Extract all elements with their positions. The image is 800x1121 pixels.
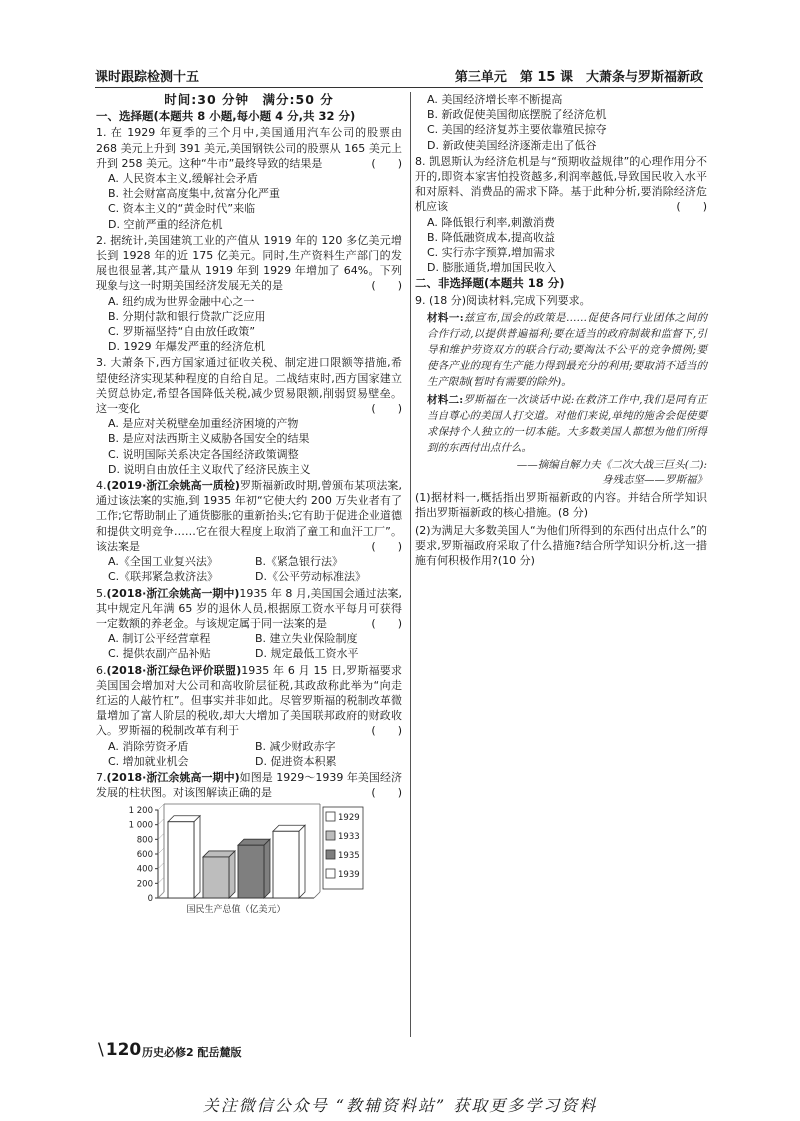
q7-source: (2018·浙江余姚高一期中) [106, 770, 240, 784]
q4-option-d: D.《公平劳动标准法》 [255, 570, 366, 584]
q6-answer-paren: ( ) [371, 724, 402, 738]
q1-option-c: C. 资本主义的“黄金时代”来临 [108, 202, 256, 216]
gnp-bar-chart-svg [96, 802, 402, 914]
q4-options-row-1 [96, 554, 402, 569]
y-grid-diag [158, 834, 164, 840]
section-2-heading: 二、非选择题(本题共 18 分) [415, 276, 565, 291]
q8-option-a: A. 降低银行利率,刺激消费 [427, 215, 555, 229]
y-tick-label: 1 000 [128, 821, 153, 832]
header-left-title: 课时跟踪检测十五 [95, 70, 200, 85]
left-column [96, 92, 402, 919]
q7-option-a: A. 美国经济增长率不断提高 [427, 93, 563, 106]
question-1 [96, 125, 402, 231]
q6-number: 6. [96, 663, 107, 677]
q3-answer-paren: ( ) [371, 402, 402, 416]
q4-stem: 罗斯福新政时期,曾颁布某项法案,通过该法案的实施,到 1935 年初“它使大约 200 万失业者有了工作;它帮助制止了通货膨胀的重新抬头;它有助于促进企业道德和提供文明竞争……它在很大程度上取消了童工和血汗工厂”。该法案是 [96, 479, 402, 553]
question-2 [96, 233, 402, 355]
q7-number: 7. [96, 770, 107, 784]
q6-option-b: B. 减少财政赤字 [255, 739, 336, 753]
q9-citation-line-1: ——摘编自解力夫《二次大战三巨头(二): [516, 458, 707, 471]
question-4 [96, 478, 402, 584]
q7-answer-paren: ( ) [371, 786, 402, 800]
q1-option-a: A. 人民资本主义,缓解社会矛盾 [108, 172, 258, 186]
q6-options-row-1 [96, 739, 402, 754]
q9-material-2-text: 罗斯福在一次谈话中说:在救济工作中,我们是同有正当自尊心的美国人打交道。对他们来说,单纯的施舍会促使要求保持个人独立的一切本能。大多数美国人都想为他们所得到的东西付出点什么。 [427, 393, 707, 454]
x-axis-label: 国民生产总值（亿美元） [186, 905, 286, 915]
q5-number: 5. [96, 586, 107, 600]
question-9 [415, 293, 707, 569]
q6-option-d: D. 促进资本积累 [255, 754, 337, 768]
floor-diag-right [314, 892, 320, 898]
q6-source: (2018·浙江绿色评价联盟) [106, 663, 242, 677]
q4-option-a: A.《全国工业复兴法》 [108, 555, 218, 569]
q5-option-a: A. 制订公平经营章程 [108, 632, 211, 646]
question-7 [96, 770, 402, 800]
y-tick-label: 800 [136, 835, 153, 846]
q2-answer-paren: ( ) [371, 279, 402, 293]
q4-answer-paren: ( ) [371, 539, 402, 553]
q9-material-2 [427, 392, 707, 456]
q9-material-1 [427, 310, 707, 390]
q5-options-row-1 [96, 631, 402, 646]
page-number: \ 120 [98, 1040, 141, 1060]
section-1-heading: 一、选择题(本题共 8 小题,每小题 4 分,共 32 分) [96, 109, 356, 124]
q4-option-b: B.《紧急银行法》 [255, 555, 344, 569]
question-3 [96, 355, 402, 477]
y-grid-diag [158, 848, 164, 854]
q6-options-row-2 [96, 754, 402, 769]
q8-stem: 8. 凯恩斯认为经济危机是与“预期收益规律”的心理作用分不开的,即资本家害怕投资越多,利润率越低,导致国民收入水平和对原料、消费品的需求下降。基于此种分析,要消除经济危机应该 [415, 154, 707, 214]
y-tick-label: 600 [136, 850, 153, 861]
gnp-bar-chart [96, 802, 402, 918]
q2-option-b: B. 分期付款和银行贷款广泛应用 [108, 309, 266, 323]
header-rule [95, 87, 703, 88]
q3-option-b: B. 是应对法西斯主义威胁各国安全的结果 [108, 432, 310, 446]
q7-option-b: B. 新政促使美国彻底摆脱了经济危机 [427, 108, 607, 122]
y-grid-diag [158, 892, 164, 898]
q8-option-d: D. 膨胀通货,增加国民收入 [427, 261, 556, 275]
q6-option-a: A. 消除劳资矛盾 [108, 739, 189, 753]
q3-option-c: C. 说明国际关系决定各国经济政策调整 [108, 447, 299, 461]
header-right-title: 第三单元 第 15 课 大萧条与罗斯福新政 [454, 70, 703, 85]
q3-option-a: A. 是应对关税壁垒加重经济困境的产物 [108, 417, 299, 431]
time-score-bar: 时间:30 分钟 满分:50 分 [164, 92, 334, 107]
column-divider [410, 92, 411, 1037]
y-tick-label: 200 [136, 879, 153, 890]
q8-answer-paren: ( ) [676, 200, 707, 214]
bar-1929 [168, 822, 194, 898]
bar-1933 [203, 857, 229, 898]
q3-option-d: D. 说明自由放任主义取代了经济民族主义 [108, 462, 311, 476]
y-grid-diag [158, 878, 164, 884]
question-6 [96, 663, 402, 769]
q5-option-c: C. 提供农副产品补贴 [108, 647, 211, 661]
q4-source: (2019·浙江余姚高一质检) [106, 479, 240, 493]
q1-answer-paren: ( ) [371, 156, 402, 170]
legend-label-1929: 1929 [338, 813, 360, 824]
legend-label-1935: 1935 [338, 851, 360, 862]
y-tick-label: 0 [147, 894, 153, 905]
question-8 [415, 154, 707, 276]
bar-side-1935 [264, 840, 270, 899]
q9-material-1-label: 材料一: [427, 311, 464, 324]
q5-options-row-2 [96, 646, 402, 661]
q6-stem: 1935 年 6 月 15 日,罗斯福要求美国国会增加对大公司和高收阶层征税,其政敌称此举为“向走红运的人敲竹杠”。但事实并非如此。尽管罗斯福的税制改革微量增加了富人阶层的税收,却大大增加了美国联邦政府的财政收入。罗斯福的税制改革有利于 [96, 663, 402, 738]
q5-source: (2018·浙江余姚高一期中) [106, 586, 240, 600]
q1-stem: 1. 在 1929 年夏季的三个月中,美国通用汽车公司的股票由 268 美元上升到 391 美元,美国钢铁公司的股票从 165 美元上升到 258 美元。这种“牛市”最终导致的结果是 [96, 126, 402, 170]
legend-swatch-1939 [326, 869, 335, 878]
q2-stem: 2. 据统计,美国建筑工业的产值从 1919 年的 120 多亿美元增长到 1928 年的近 175 亿美元。同时,生产资料生产部门的发展也很显著,其产量从 1919 年到 1929 年增加了 64%。下列现象与这一时期美国经济发展无关的是 [96, 233, 402, 293]
q9-material-1-text: 兹宣布,国会的政策是……促使各同行业团体之间的合作行动,以提供普遍福利;要在适当的政府制裁和监督下,引导和维护劳资双方的联合行动;要淘汰不公平的竞争惯例;要使各产业的现有生产能力得到最充分的利用;要取消不适当的生产限制(暂时有需要的除外)。 [427, 311, 707, 388]
q9-subquestion-2: (2)为满足大多数美国人“为他们所得到的东西付出点什么”的要求,罗斯福政府采取了什么措施?结合所学知识分析,这一措施有何积极作用?(10 分) [415, 523, 707, 568]
q5-option-d: D. 规定最低工资水平 [255, 647, 359, 661]
q9-citation-line-2: 身残志坚——罗斯福》 [602, 474, 707, 487]
bar-1939 [273, 832, 299, 899]
bar-side-1933 [229, 851, 235, 898]
y-grid-diag [158, 863, 164, 869]
q7-option-d: D. 新政使美国经济逐渐走出了低谷 [427, 138, 597, 152]
right-column [415, 92, 707, 569]
legend-label-1933: 1933 [338, 832, 360, 843]
bar-1935 [238, 846, 264, 899]
bar-side-1929 [194, 816, 200, 898]
y-grid-diag [158, 819, 164, 825]
q9-stem: 9. (18 分)阅读材料,完成下列要求。 [415, 293, 591, 307]
q4-options-row-2 [96, 569, 402, 584]
y-grid-diag [158, 804, 164, 810]
q7-stem: 如图是 1929～1939 年美国经济发展的柱状图。对该图解读正确的是 [96, 770, 402, 800]
q1-option-b: B. 社会财富高度集中,贫富分化严重 [108, 187, 281, 201]
q7-option-c: C. 美国的经济复苏主要依靠殖民掠夺 [427, 123, 607, 137]
q9-material-2-label: 材料二: [427, 393, 464, 406]
q3-stem: 3. 大萧条下,西方国家通过征收关税、制定进口限额等措施,希望使经济实现某种程度的自给自足。二战结束时,西方国家建立关贸总协定,希望各国降低关税,减少贸易限额,削弱贸易壁垒。这一变化 [96, 356, 402, 416]
q4-option-c: C.《联邦紧急救济法》 [108, 570, 219, 584]
q9-subquestion-1: (1)据材料一,概括指出罗斯福新政的内容。并结合所学知识指出罗斯福新政的核心措施。(8 分) [415, 491, 707, 520]
legend-label-1939: 1939 [338, 870, 360, 881]
question-5 [96, 586, 402, 662]
q6-option-c: C. 增加就业机会 [108, 754, 189, 768]
question-7-continued [415, 92, 707, 153]
q1-option-d: D. 空前严重的经济危机 [108, 217, 223, 231]
q4-number: 4. [96, 479, 107, 493]
q5-answer-paren: ( ) [371, 616, 402, 630]
legend-swatch-1935 [326, 850, 335, 859]
y-tick-label: 400 [136, 865, 153, 876]
bar-side-1939 [299, 826, 305, 899]
q5-stem: 1935 年 8 月,美国国会通过法案,其中规定凡年满 65 岁的退休人员,根据原工资水平每月可获得一定数额的养老金。与该规定属于同一法案的是 [96, 586, 402, 630]
y-tick-label: 1 200 [128, 806, 153, 817]
legend-swatch-1929 [326, 812, 335, 821]
q5-option-b: B. 建立失业保险制度 [255, 632, 358, 646]
q2-option-d: D. 1929 年爆发严重的经济危机 [108, 340, 265, 354]
legend-swatch-1933 [326, 831, 335, 840]
book-title: 历史必修2 配岳麓版 [142, 1046, 242, 1059]
q8-option-b: B. 降低融资成本,提高收益 [427, 230, 556, 244]
q2-option-c: C. 罗斯福坚持“自由放任政策” [108, 325, 256, 339]
q2-option-a: A. 纽约成为世界金融中心之一 [108, 294, 255, 308]
q8-option-c: C. 实行赤字预算,增加需求 [427, 246, 556, 260]
promo-watermark: 关注微信公众号 “教辅资料站” 获取更多学习资料 [202, 1096, 598, 1115]
